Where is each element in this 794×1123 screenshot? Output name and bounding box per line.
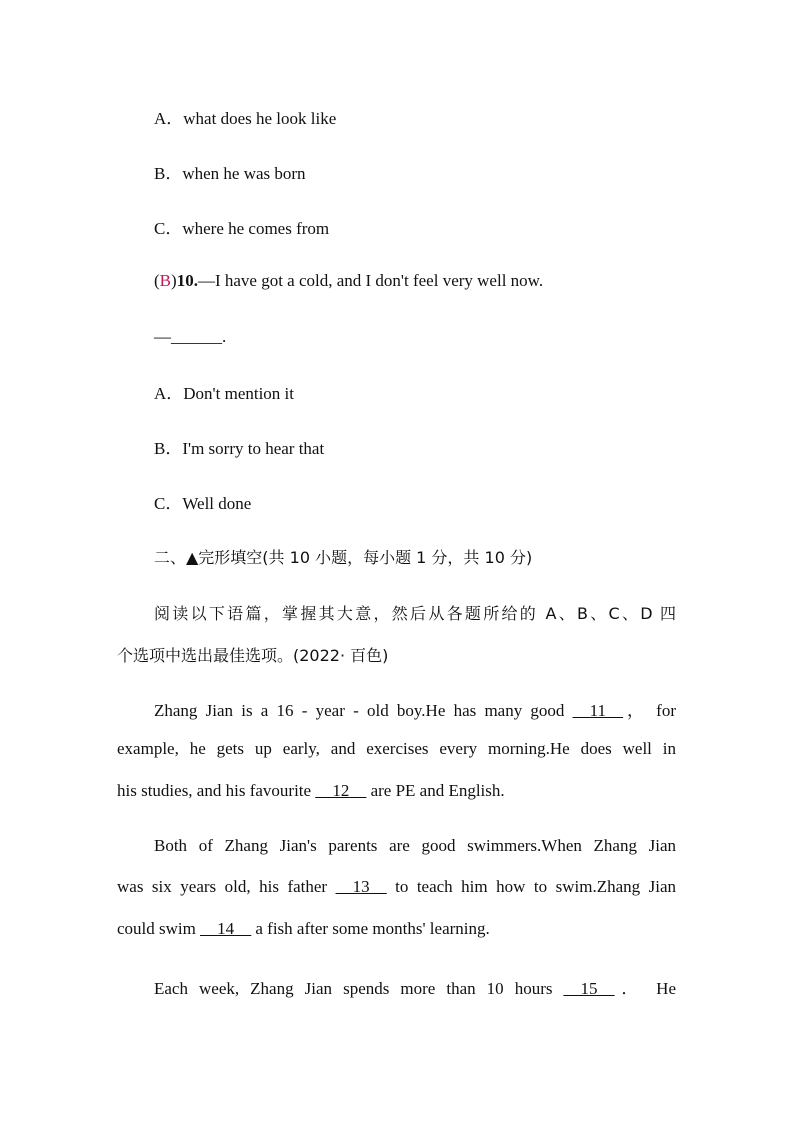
option-b: B．when he was born — [154, 164, 306, 183]
question-prompt: —I have got a cold, and I don't feel very well now. — [197, 271, 544, 290]
reply-dash: — — [154, 327, 171, 346]
text-segment: could swim — [117, 919, 196, 938]
instructions-line-2: 个选项中选出最佳选项。(2022· 百色) — [117, 646, 389, 665]
question-10 — [154, 271, 543, 291]
passage-p1-line-1 — [154, 696, 676, 721]
question-number: 10. — [176, 271, 198, 290]
text-segment: ． He — [614, 979, 676, 998]
text-segment: a fish after some months' learning. — [255, 919, 490, 938]
answer-key: B — [159, 271, 172, 290]
blank-11: __11__ — [572, 701, 624, 720]
passage-p1-line-2: example, he gets up early, and exercises every morning.He does well in — [117, 739, 676, 758]
text-segment: Zhang Jian is a 16 - year - old boy.He has many good — [154, 701, 565, 720]
passage-p2-line-2 — [117, 877, 676, 897]
option-a: A．what does he look like — [154, 109, 337, 128]
option-c: C．where he comes from — [154, 219, 330, 238]
instructions-line-1: 阅读以下语篇，掌握其大意，然后从各题所给的 A、B、C、D 四 — [154, 604, 676, 623]
blank-15: __15__ — [563, 979, 615, 998]
text-segment: Each week, Zhang Jian spends more than 10 hours — [154, 979, 553, 998]
text-segment: are PE and English. — [370, 781, 505, 800]
section-heading: 二、▲完形填空(共 10 小题，每小题 1 分，共 10 分) — [154, 548, 533, 567]
question-10-reply — [154, 327, 226, 347]
blank-12: __12__ — [315, 781, 367, 800]
passage-p3-line-1 — [154, 974, 676, 999]
blank-14: __14__ — [200, 919, 252, 938]
text-segment: his studies, and his favourite — [117, 781, 312, 800]
text-segment: ， for — [623, 701, 676, 720]
q10-option-c: C．Well done — [154, 494, 252, 513]
blank-13: __13__ — [335, 877, 387, 896]
answer-paren-open: ( — [154, 271, 160, 290]
passage-p1-line-3 — [117, 781, 505, 801]
text-segment: was six years old, his father — [117, 877, 328, 896]
reply-end: . — [222, 327, 227, 346]
q10-option-a: A．Don't mention it — [154, 384, 295, 403]
passage-p2-line-1: Both of Zhang Jian's parents are good swimmers.When Zhang Jian — [154, 836, 676, 855]
answer-paren-close: ) — [171, 271, 177, 290]
text-segment: to teach him how to swim.Zhang Jian — [395, 877, 677, 896]
reply-blank: ______ — [171, 327, 222, 346]
passage-p2-line-3 — [117, 919, 490, 939]
q10-option-b: B．I'm sorry to hear that — [154, 439, 325, 458]
